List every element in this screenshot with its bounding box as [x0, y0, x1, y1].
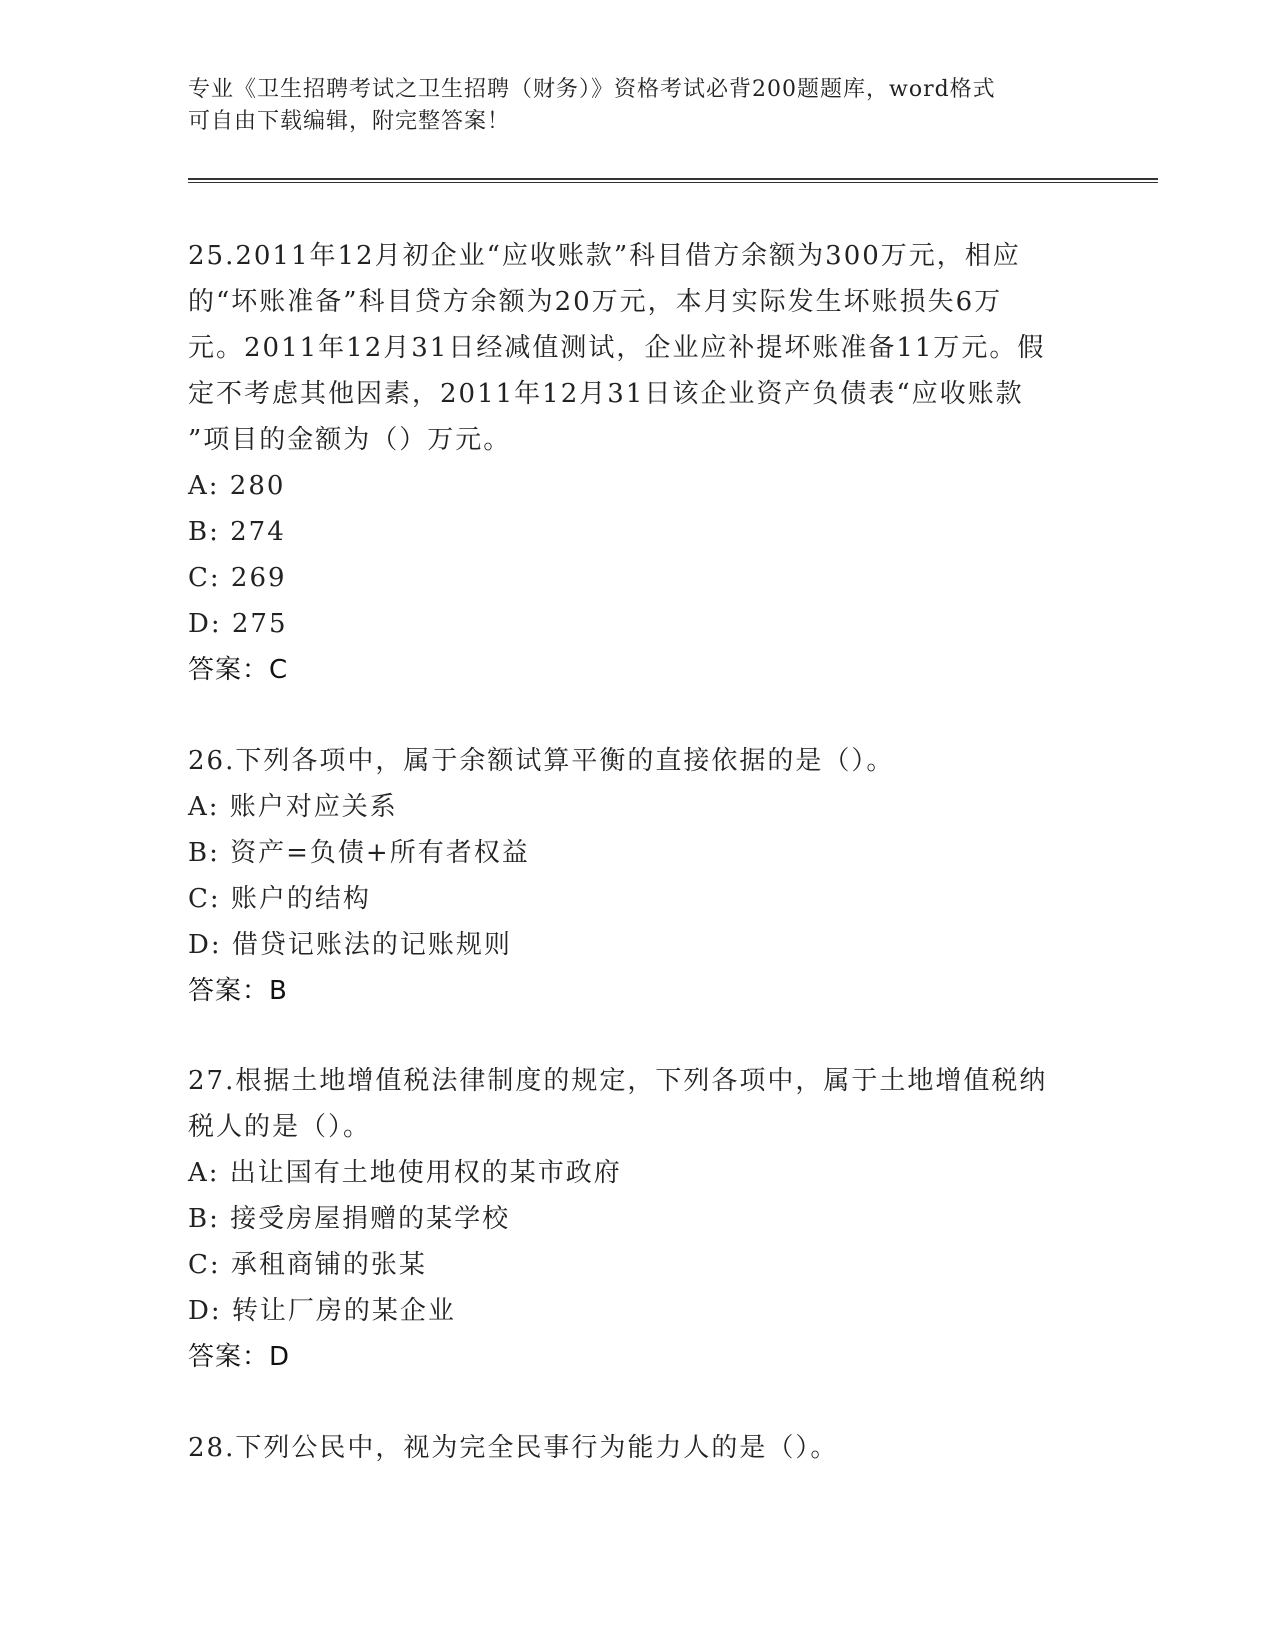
header-line-1: 专业《卫生招聘考试之卫生招聘（财务）》资格考试必背200题题库，word格式	[188, 77, 996, 102]
question-text-line: ”项目的金额为（）万元。	[188, 425, 512, 455]
option-d: D: 借贷记账法的记账规则	[188, 930, 512, 960]
question-text-line: 元。2011年12月31日经减值测试，企业应补提坏账准备11万元。假	[188, 333, 1046, 363]
answer: 答案：D	[188, 1342, 291, 1372]
answer: 答案：C	[188, 655, 289, 685]
option-b: B: 资产=负债+所有者权益	[188, 838, 530, 868]
option-a: A: 出让国有土地使用权的某市政府	[188, 1158, 622, 1188]
question-text-line: 税人的是（）。	[188, 1112, 372, 1142]
option-b: B: 274	[188, 517, 286, 547]
option-c: C: 承租商铺的张某	[188, 1250, 427, 1280]
question-27	[188, 1058, 1088, 1380]
header-line-2: 可自由下载编辑，附完整答案！	[188, 109, 511, 134]
question-26	[188, 738, 1088, 1014]
header-divider	[188, 178, 1158, 183]
question-text-line: 的“坏账准备”科目贷方余额为20万元，本月实际发生坏账损失6万	[188, 287, 1003, 317]
option-c: C: 269	[188, 563, 287, 593]
option-c: C: 账户的结构	[188, 884, 371, 914]
question-25	[188, 233, 1088, 693]
option-d: D: 转让厂房的某企业	[188, 1296, 456, 1326]
option-b: B: 接受房屋捐赠的某学校	[188, 1204, 511, 1234]
question-text-line: 定不考虑其他因素，2011年12月31日该企业资产负债表“应收账款	[188, 379, 1024, 409]
answer: 答案：B	[188, 976, 288, 1006]
option-a: A: 账户对应关系	[188, 792, 398, 822]
option-a: A: 280	[188, 471, 286, 501]
question-28	[188, 1425, 1088, 1471]
question-text-line: 25.2011年12月初企业“应收账款”科目借方余额为300万元，相应	[188, 241, 1021, 271]
question-text-line: 26.下列各项中，属于余额试算平衡的直接依据的是（）。	[188, 746, 895, 776]
option-d: D: 275	[188, 609, 288, 639]
question-text-line: 27.根据土地增值税法律制度的规定，下列各项中，属于土地增值税纳	[188, 1066, 1048, 1096]
document-header	[188, 74, 1068, 138]
question-text-line: 28.下列公民中，视为完全民事行为能力人的是（）。	[188, 1433, 839, 1463]
